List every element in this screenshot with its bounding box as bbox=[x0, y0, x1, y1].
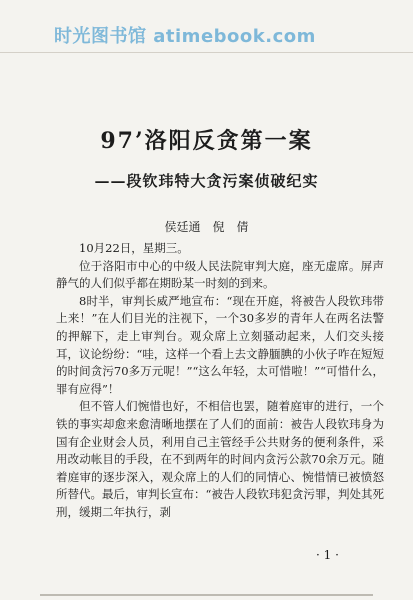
article-authors: 侯廷通 倪 倩 bbox=[164, 220, 249, 234]
article-subtitle: ——段钦玮特大贪污案侦破纪实 bbox=[94, 172, 319, 190]
article-title: 97’洛阳反贪第一案 bbox=[100, 128, 313, 154]
footer-divider bbox=[40, 594, 373, 596]
header-divider bbox=[0, 52, 413, 53]
article-body bbox=[56, 240, 384, 522]
paragraph: 10月22日，星期三。 bbox=[79, 241, 189, 255]
watermark: 时光图书馆 atimebook.com bbox=[54, 26, 316, 47]
paragraph: 位于洛阳市中心的中级人民法院审判大庭，座无虚席。屏声静气的人们似乎都在期盼某一时刻的到来。 bbox=[56, 258, 384, 291]
paragraph: 但不管人们惋惜也好，不相信也罢，随着庭审的进行，一个铁的事实却愈来愈清晰地摆在了人们的面前：被告人段钦玮身为国有企业财会人员，利用自己主管经手公共财务的便利条件，采用改动帐目的手段，在不到两年的时间内贪污公款70余万元。随着庭审的逐步深入，观众席上的人们的同情心、惋惜情已被愤怒所替代。最后，审判长宣布：“被告人段钦玮犯贪污罪，判处其死刑，缓期二年执行，剥 bbox=[56, 399, 384, 519]
page-number: · 1 · bbox=[316, 548, 339, 562]
paragraph: 8时半，审判长威严地宣布：“现在开庭，将被告人段钦玮带上来！”在人们目光的注视下，一个30多岁的青年人在两名法警的押解下，走上审判台。观众席上立刻骚动起来，人们交头接耳，议论纷纷：“哇，这样一个看上去文静腼腆的小伙子咋在短短的时间贪污70多万元呢！”“这么年轻，太可惜啦！”“可惜什么，罪有应得”！ bbox=[56, 293, 384, 396]
